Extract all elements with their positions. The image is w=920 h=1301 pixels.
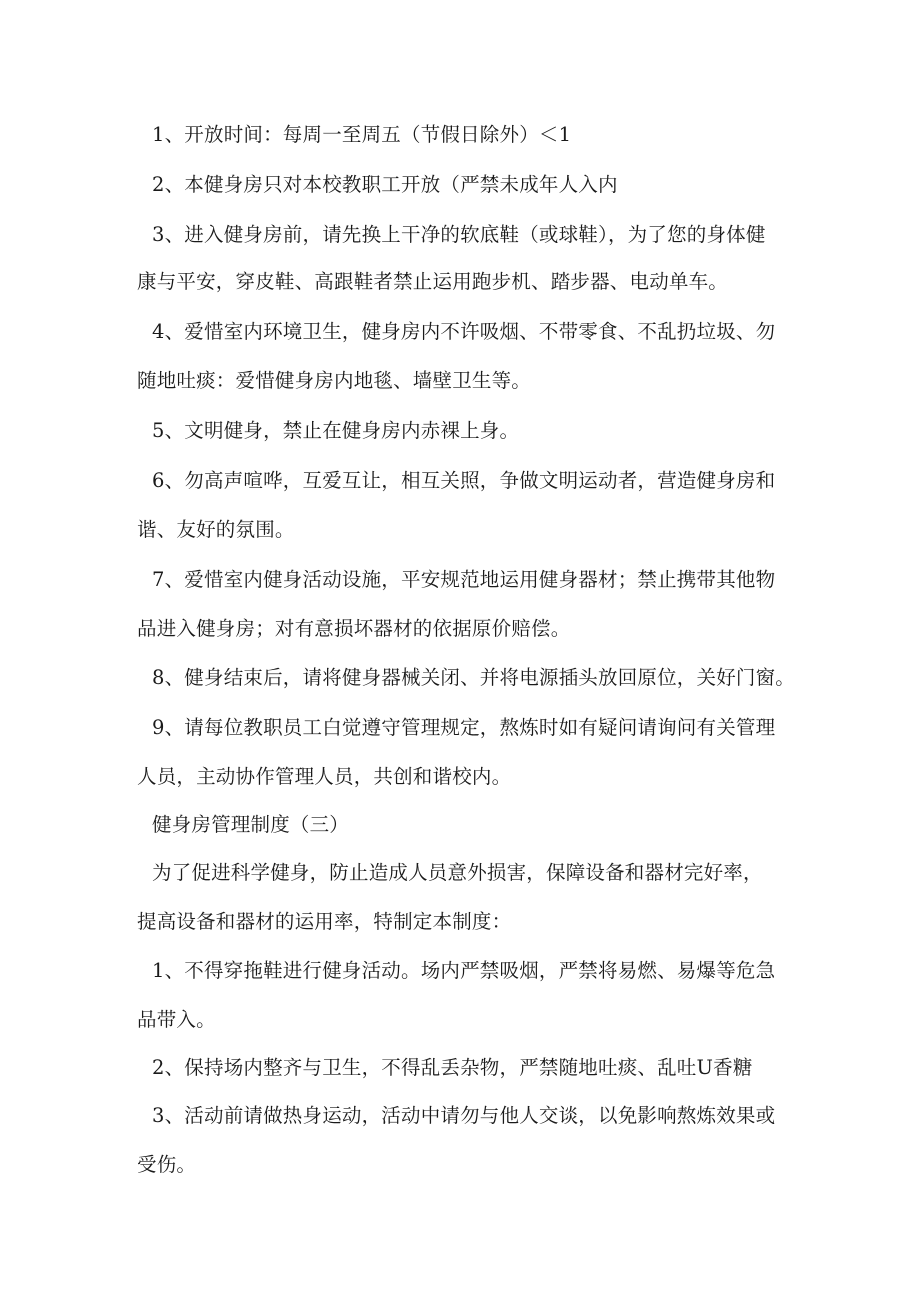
paragraph-line: 人员，主动协作管理人员，共创和谐校内。 [137, 765, 512, 788]
paragraph-line: 3、进入健身房前，请先换上干净的软底鞋（或球鞋），为了您的身体健 [152, 223, 766, 246]
paragraph-line: 谐、友好的氛围。 [137, 518, 295, 541]
paragraph-line: 品带入。 [137, 1008, 216, 1031]
paragraph-line: 为了促进科学健身，防止造成人员意外损害，保障设备和器材完好率， [152, 861, 763, 884]
section-title: 健身房管理制度（三） [152, 813, 350, 836]
paragraph-line: 8、健身结束后，请将健身器械关闭、并将电源插头放回原位，关好门窗。 [152, 666, 796, 689]
paragraph-line: 7、爱惜室内健身活动设施，平安规范地运用健身器材；禁止携带其他物 [152, 568, 776, 591]
paragraph-line: 4、爱惜室内环境卫生，健身房内不许吸烟、不带零食、不乱扔垃圾、勿 [152, 320, 776, 343]
paragraph-line: 2、本健身房只对本校教职工开放（严禁未成年人入内 [152, 173, 618, 196]
paragraph-line: 3、活动前请做热身运动，活动中请勿与他人交谈，以免影响熬炼效果或 [152, 1104, 776, 1127]
paragraph-line: 品进入健身房；对有意损坏器材的依据原价赔偿。 [137, 617, 571, 640]
paragraph-line: 6、勿高声喧哗，互爱互让，相互关照，争做文明运动者，营造健身房和 [152, 469, 776, 492]
paragraph-line: 5、文明健身，禁止在健身房内赤裸上身。 [152, 419, 520, 442]
paragraph-line: 康与平安，穿皮鞋、高跟鞋者禁止运用跑步机、踏步器、电动单车。 [137, 270, 729, 293]
paragraph-line: 1、开放时间：每周一至周五（节假日除外）＜1 [152, 123, 572, 146]
paragraph-line: 受伤。 [137, 1153, 197, 1176]
paragraph-line: 9、请每位教职员工白觉遵守管理规定，熬炼时如有疑问请询问有关管理 [152, 716, 776, 739]
paragraph-line: 1、不得穿拖鞋进行健身活动。场内严禁吸烟，严禁将易燃、易爆等危急 [152, 959, 776, 982]
paragraph-line: 随地吐痰：爱惜健身房内地毯、墙壁卫生等。 [137, 369, 532, 392]
paragraph-line: 提高设备和器材的运用率，特制定本制度： [137, 910, 512, 933]
paragraph-line: 2、保持场内整齐与卫生，不得乱丢杂物，严禁随地吐痰、乱吐U香糖 [152, 1056, 753, 1079]
